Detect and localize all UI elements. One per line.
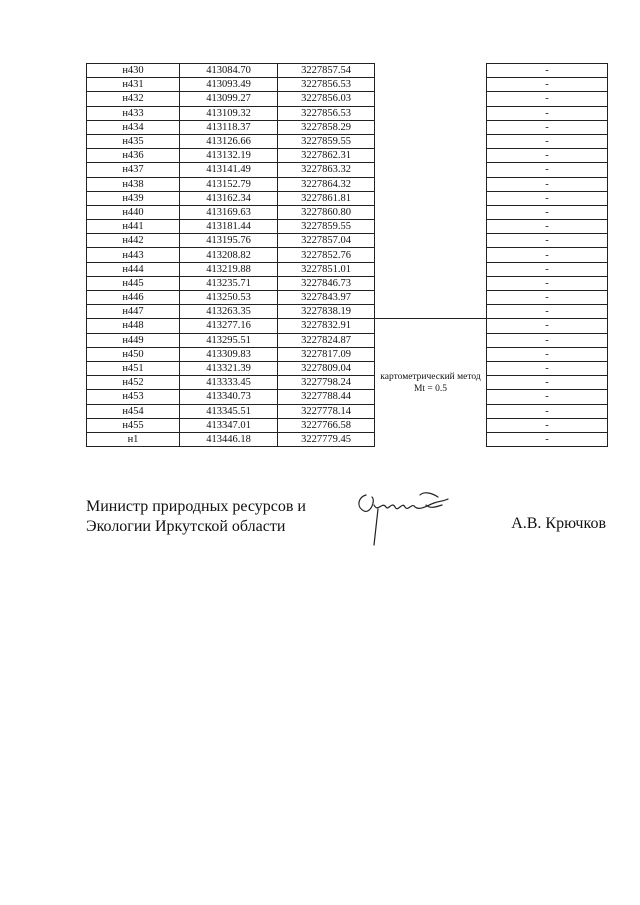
y-coordinate-cell: 3227856.03 (278, 92, 375, 106)
x-coordinate-cell: 413333.45 (180, 376, 278, 390)
x-coordinate-cell: 413195.76 (180, 234, 278, 248)
table-row (87, 205, 608, 219)
y-coordinate-cell: 3227766.58 (278, 418, 375, 432)
x-coordinate-cell: 413109.32 (180, 106, 278, 120)
y-coordinate-cell: 3227857.54 (278, 64, 375, 78)
accuracy-cell: - (487, 276, 608, 290)
x-coordinate-cell: 413118.37 (180, 120, 278, 134)
accuracy-cell: - (487, 163, 608, 177)
accuracy-cell: - (487, 64, 608, 78)
table-row (87, 163, 608, 177)
x-coordinate-cell: 413277.16 (180, 319, 278, 333)
accuracy-cell: - (487, 248, 608, 262)
x-coordinate-cell: 413219.88 (180, 262, 278, 276)
point-id-cell: н454 (87, 404, 180, 418)
x-coordinate-cell: 413093.49 (180, 78, 278, 92)
table-row (87, 64, 608, 78)
accuracy-cell: - (487, 404, 608, 418)
point-id-cell: н1 (87, 432, 180, 446)
x-coordinate-cell: 413263.35 (180, 305, 278, 319)
x-coordinate-cell: 413084.70 (180, 64, 278, 78)
accuracy-cell: - (487, 134, 608, 148)
point-id-cell: н435 (87, 134, 180, 148)
y-coordinate-cell: 3227864.32 (278, 177, 375, 191)
accuracy-cell: - (487, 220, 608, 234)
table-row (87, 78, 608, 92)
coordinates-table (86, 63, 608, 447)
point-id-cell: н449 (87, 333, 180, 347)
x-coordinate-cell: 413309.83 (180, 347, 278, 361)
point-id-cell: н434 (87, 120, 180, 134)
point-id-cell: н438 (87, 177, 180, 191)
x-coordinate-cell: 413345.51 (180, 404, 278, 418)
y-coordinate-cell: 3227856.53 (278, 78, 375, 92)
table-row (87, 347, 608, 361)
table-row (87, 319, 608, 333)
accuracy-cell: - (487, 291, 608, 305)
y-coordinate-cell: 3227859.55 (278, 220, 375, 234)
y-coordinate-cell: 3227851.01 (278, 262, 375, 276)
y-coordinate-cell: 3227858.29 (278, 120, 375, 134)
accuracy-cell: - (487, 376, 608, 390)
accuracy-cell: - (487, 92, 608, 106)
x-coordinate-cell: 413162.34 (180, 191, 278, 205)
point-id-cell: н441 (87, 220, 180, 234)
table-row (87, 432, 608, 446)
x-coordinate-cell: 413099.27 (180, 92, 278, 106)
point-id-cell: н447 (87, 305, 180, 319)
x-coordinate-cell: 413347.01 (180, 418, 278, 432)
y-coordinate-cell: 3227863.32 (278, 163, 375, 177)
y-coordinate-cell: 3227779.45 (278, 432, 375, 446)
y-coordinate-cell: 3227843.97 (278, 291, 375, 305)
table-row (87, 305, 608, 319)
table-row (87, 106, 608, 120)
table-row (87, 92, 608, 106)
table-row (87, 177, 608, 191)
table-row (87, 333, 608, 347)
y-coordinate-cell: 3227817.09 (278, 347, 375, 361)
accuracy-cell: - (487, 191, 608, 205)
y-coordinate-cell: 3227861.81 (278, 191, 375, 205)
x-coordinate-cell: 413295.51 (180, 333, 278, 347)
x-coordinate-cell: 413132.19 (180, 149, 278, 163)
table-row (87, 191, 608, 205)
point-id-cell: н432 (87, 92, 180, 106)
x-coordinate-cell: 413126.66 (180, 134, 278, 148)
table-row (87, 248, 608, 262)
y-coordinate-cell: 3227856.53 (278, 106, 375, 120)
point-id-cell: н451 (87, 361, 180, 375)
accuracy-cell: - (487, 106, 608, 120)
accuracy-cell: - (487, 390, 608, 404)
accuracy-cell: - (487, 205, 608, 219)
official-title (86, 497, 326, 537)
y-coordinate-cell: 3227860.80 (278, 205, 375, 219)
point-id-cell: н436 (87, 149, 180, 163)
accuracy-cell: - (487, 432, 608, 446)
x-coordinate-cell: 413141.49 (180, 163, 278, 177)
table-row (87, 234, 608, 248)
table-row (87, 276, 608, 290)
x-coordinate-cell: 413250.53 (180, 291, 278, 305)
coordinates-table-body (87, 64, 608, 447)
accuracy-cell: - (487, 262, 608, 276)
table-row (87, 120, 608, 134)
x-coordinate-cell: 413152.79 (180, 177, 278, 191)
table-row (87, 390, 608, 404)
accuracy-cell: - (487, 149, 608, 163)
x-coordinate-cell: 413169.63 (180, 205, 278, 219)
accuracy-cell: - (487, 333, 608, 347)
x-coordinate-cell: 413181.44 (180, 220, 278, 234)
y-coordinate-cell: 3227852.76 (278, 248, 375, 262)
accuracy-cell: - (487, 319, 608, 333)
official-title-line-1: Министр природных ресурсов и (86, 498, 306, 515)
point-id-cell: н450 (87, 347, 180, 361)
table-row (87, 361, 608, 375)
accuracy-cell: - (487, 78, 608, 92)
point-id-cell: н455 (87, 418, 180, 432)
point-id-cell: н452 (87, 376, 180, 390)
x-coordinate-cell: 413446.18 (180, 432, 278, 446)
official-title-line-2: Экологии Иркутской области (86, 518, 286, 535)
method-cell-empty (375, 64, 487, 319)
table-row (87, 220, 608, 234)
point-id-cell: н437 (87, 163, 180, 177)
y-coordinate-cell: 3227857.04 (278, 234, 375, 248)
accuracy-cell: - (487, 305, 608, 319)
table-row (87, 262, 608, 276)
y-coordinate-cell: 3227798.24 (278, 376, 375, 390)
point-id-cell: н445 (87, 276, 180, 290)
accuracy-cell: - (487, 234, 608, 248)
table-row (87, 291, 608, 305)
y-coordinate-cell: 3227824.87 (278, 333, 375, 347)
accuracy-cell: - (487, 120, 608, 134)
point-id-cell: н440 (87, 205, 180, 219)
y-coordinate-cell: 3227809.04 (278, 361, 375, 375)
accuracy-cell: - (487, 361, 608, 375)
official-name: А.В. Крючков (511, 515, 606, 532)
table-row (87, 404, 608, 418)
table-row (87, 418, 608, 432)
y-coordinate-cell: 3227832.91 (278, 319, 375, 333)
point-id-cell: н430 (87, 64, 180, 78)
table-row (87, 134, 608, 148)
y-coordinate-cell: 3227862.31 (278, 149, 375, 163)
handwritten-signature (348, 487, 458, 547)
y-coordinate-cell: 3227788.44 (278, 390, 375, 404)
x-coordinate-cell: 413235.71 (180, 276, 278, 290)
x-coordinate-cell: 413208.82 (180, 248, 278, 262)
point-id-cell: н444 (87, 262, 180, 276)
accuracy-cell: - (487, 177, 608, 191)
point-id-cell: н442 (87, 234, 180, 248)
accuracy-cell: - (487, 418, 608, 432)
point-id-cell: н453 (87, 390, 180, 404)
point-id-cell: н448 (87, 319, 180, 333)
y-coordinate-cell: 3227859.55 (278, 134, 375, 148)
y-coordinate-cell: 3227838.19 (278, 305, 375, 319)
table-row (87, 376, 608, 390)
accuracy-cell: - (487, 347, 608, 361)
point-id-cell: н443 (87, 248, 180, 262)
point-id-cell: н433 (87, 106, 180, 120)
y-coordinate-cell: 3227846.73 (278, 276, 375, 290)
signature-block (86, 497, 606, 557)
point-id-cell: н431 (87, 78, 180, 92)
x-coordinate-cell: 413321.39 (180, 361, 278, 375)
point-id-cell: н439 (87, 191, 180, 205)
y-coordinate-cell: 3227778.14 (278, 404, 375, 418)
method-cell: картометрический метод Mt = 0.5 (375, 319, 487, 447)
x-coordinate-cell: 413340.73 (180, 390, 278, 404)
point-id-cell: н446 (87, 291, 180, 305)
table-row (87, 149, 608, 163)
